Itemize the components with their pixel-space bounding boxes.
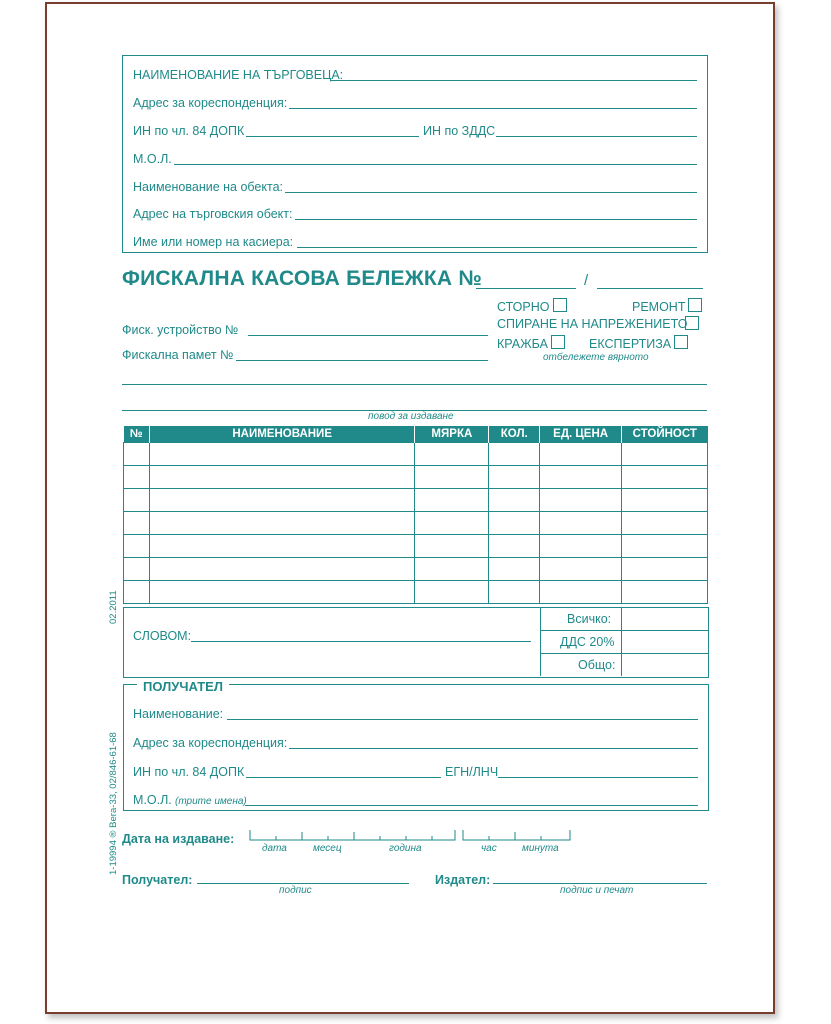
- table-row: [124, 581, 708, 604]
- year-hint: година: [389, 843, 422, 854]
- table-cell[interactable]: [415, 535, 489, 558]
- recipient-title: ПОЛУЧАТЕЛ: [137, 679, 229, 694]
- theft-checkbox[interactable]: [551, 335, 565, 349]
- table-cell[interactable]: [540, 512, 622, 535]
- device-label: Фиск. устройство №: [122, 323, 239, 337]
- site-address-label: Адрес на търговския обект:: [133, 207, 293, 221]
- recipient-egn-label: ЕГН/ЛНЧ: [445, 765, 499, 779]
- totals-row-line-1: [540, 630, 708, 631]
- table-cell[interactable]: [540, 581, 622, 604]
- table-cell[interactable]: [622, 535, 708, 558]
- table-row: [124, 535, 708, 558]
- table-cell[interactable]: [124, 443, 150, 466]
- col-value: СТОЙНОСТ: [622, 426, 708, 443]
- reason-label: повод за издаване: [368, 411, 454, 422]
- col-name: НАИМЕНОВАНИЕ: [149, 426, 414, 443]
- table-cell[interactable]: [149, 443, 414, 466]
- recipient-id84-line[interactable]: [246, 777, 441, 778]
- table-cell[interactable]: [622, 466, 708, 489]
- merchant-mol-label: М.О.Л.: [133, 152, 172, 166]
- table-cell[interactable]: [415, 466, 489, 489]
- table-cell[interactable]: [489, 512, 540, 535]
- receipt-slash: /: [584, 272, 589, 289]
- table-cell[interactable]: [415, 512, 489, 535]
- table-cell[interactable]: [415, 558, 489, 581]
- option-repair[interactable]: [632, 298, 702, 314]
- site-address-line[interactable]: [295, 219, 697, 220]
- words-label: СЛОВОМ:: [133, 629, 192, 643]
- receipt-title: ФИСКАЛНА КАСОВА БЕЛЕЖКА №: [122, 267, 482, 290]
- cashier-label: Име или номер на касиера:: [133, 235, 294, 249]
- total-sum-label: Общо:: [578, 658, 616, 672]
- col-unit: МЯРКА: [415, 426, 489, 443]
- option-storno-label: СТОРНО: [497, 300, 550, 314]
- time-field-tick: [489, 832, 541, 840]
- table-cell[interactable]: [489, 535, 540, 558]
- table-cell[interactable]: [124, 466, 150, 489]
- table-cell[interactable]: [124, 512, 150, 535]
- table-cell[interactable]: [149, 558, 414, 581]
- table-cell[interactable]: [540, 443, 622, 466]
- site-name-label: Наименование на обекта:: [133, 180, 283, 194]
- date-hint: дата: [262, 843, 287, 854]
- issuer-signature-hint: подпис и печат: [560, 885, 634, 896]
- option-repair-label: РЕМОНТ: [632, 300, 686, 314]
- totals-divider-2: [621, 607, 622, 676]
- recipient-mol-line[interactable]: [245, 805, 698, 806]
- merchant-address-line[interactable]: [289, 108, 697, 109]
- col-unit-price: ЕД. ЦЕНА: [540, 426, 622, 443]
- hour-hint: час: [481, 843, 497, 854]
- table-cell[interactable]: [540, 558, 622, 581]
- issue-date-fields[interactable]: [245, 826, 575, 844]
- option-expertise[interactable]: [589, 335, 688, 351]
- table-cell[interactable]: [149, 489, 414, 512]
- merchant-mol-line[interactable]: [174, 164, 697, 165]
- option-expertise-label: ЕКСПЕРТИЗА: [589, 337, 672, 351]
- table-cell[interactable]: [415, 489, 489, 512]
- table-cell[interactable]: [124, 535, 150, 558]
- col-number: №: [124, 426, 150, 443]
- option-theft[interactable]: [497, 335, 565, 351]
- recipient-name-label: Наименование:: [133, 707, 224, 721]
- merchant-id84-label: ИН по чл. 84 ДОПК: [133, 124, 245, 138]
- option-storno[interactable]: [497, 298, 567, 314]
- options-note: отбележете вярното: [543, 352, 649, 363]
- receipt-number-line[interactable]: [476, 288, 576, 289]
- table-cell[interactable]: [149, 512, 414, 535]
- reason-line-1[interactable]: [122, 384, 707, 385]
- merchant-id84-line[interactable]: [246, 136, 419, 137]
- table-cell[interactable]: [124, 489, 150, 512]
- table-row: [124, 558, 708, 581]
- expertise-checkbox[interactable]: [674, 335, 688, 349]
- table-cell[interactable]: [489, 558, 540, 581]
- merchant-box: [122, 55, 708, 253]
- totals-row-line-2: [540, 653, 708, 654]
- option-power-off-label: СПИРАНЕ НА НАПРЕЖЕНИЕТО: [497, 317, 688, 331]
- totals-divider: [540, 607, 541, 676]
- table-cell[interactable]: [622, 512, 708, 535]
- table-cell[interactable]: [149, 581, 414, 604]
- table-cell[interactable]: [489, 489, 540, 512]
- option-theft-label: КРАЖБА: [497, 337, 548, 351]
- merchant-address-label: Адрес за кореспонденция:: [133, 96, 288, 110]
- recipient-address-line[interactable]: [289, 748, 698, 749]
- merchant-vat-line[interactable]: [496, 136, 697, 137]
- issuer-signature-line[interactable]: [493, 883, 707, 884]
- issuer-signature-label: Издател:: [435, 873, 491, 887]
- merchant-name-label: НАИМЕНОВАНИЕ НА ТЪРГОВЕЦА:: [133, 68, 344, 82]
- table-cell[interactable]: [149, 535, 414, 558]
- recipient-signature-line[interactable]: [197, 883, 409, 884]
- total-all-label: Всичко:: [567, 612, 612, 626]
- total-vat-label: ДДС 20%: [560, 635, 615, 649]
- words-line[interactable]: [191, 641, 531, 642]
- table-cell[interactable]: [540, 535, 622, 558]
- storno-checkbox[interactable]: [553, 298, 567, 312]
- publisher-text: 1-19994 ® Вега-33, 02/846-61-68: [108, 732, 119, 875]
- repair-checkbox[interactable]: [688, 298, 702, 312]
- recipient-mol-hint: (трите имена): [175, 796, 247, 807]
- table-cell[interactable]: [622, 443, 708, 466]
- table-cell[interactable]: [622, 489, 708, 512]
- memory-label: Фискална памет №: [122, 348, 234, 362]
- items-table: [123, 426, 708, 604]
- recipient-name-line[interactable]: [227, 719, 698, 720]
- cashier-line[interactable]: [297, 247, 697, 248]
- memory-line[interactable]: [236, 360, 488, 361]
- table-cell[interactable]: [622, 581, 708, 604]
- edition-text: 02.2011: [108, 590, 119, 624]
- col-qty: КОЛ.: [489, 426, 540, 443]
- date-field-segment[interactable]: [250, 830, 455, 840]
- table-row: [124, 489, 708, 512]
- table-cell[interactable]: [489, 466, 540, 489]
- power-off-checkbox[interactable]: [685, 316, 699, 330]
- table-cell[interactable]: [149, 466, 414, 489]
- issue-date-label: Дата на издаване:: [122, 832, 235, 846]
- table-header-row: [124, 426, 708, 443]
- recipient-signature-hint: подпис: [279, 885, 312, 896]
- recipient-egn-line[interactable]: [498, 777, 698, 778]
- table-cell[interactable]: [540, 466, 622, 489]
- table-cell[interactable]: [124, 581, 150, 604]
- table-cell[interactable]: [622, 558, 708, 581]
- recipient-address-label: Адрес за кореспонденция:: [133, 736, 288, 750]
- month-hint: месец: [313, 843, 342, 854]
- recipient-mol-label: М.О.Л.: [133, 793, 172, 807]
- time-field-segment[interactable]: [463, 830, 570, 840]
- device-line[interactable]: [248, 335, 488, 336]
- receipt-number-line-2[interactable]: [597, 288, 703, 289]
- option-power-off[interactable]: [497, 317, 687, 331]
- site-name-line[interactable]: [285, 192, 697, 193]
- table-row: [124, 443, 708, 466]
- table-row: [124, 512, 708, 535]
- table-cell[interactable]: [124, 558, 150, 581]
- table-cell[interactable]: [489, 443, 540, 466]
- table-cell[interactable]: [415, 443, 489, 466]
- date-field-tick: [276, 832, 432, 840]
- recipient-signature-label: Получател:: [122, 873, 193, 887]
- table-cell[interactable]: [415, 581, 489, 604]
- merchant-vat-label: ИН по ЗДДС: [423, 124, 496, 138]
- recipient-id84-label: ИН по чл. 84 ДОПК: [133, 765, 245, 779]
- table-cell[interactable]: [540, 489, 622, 512]
- merchant-name-line[interactable]: [331, 80, 697, 81]
- table-row: [124, 466, 708, 489]
- table-cell[interactable]: [489, 581, 540, 604]
- minute-hint: минута: [522, 843, 559, 854]
